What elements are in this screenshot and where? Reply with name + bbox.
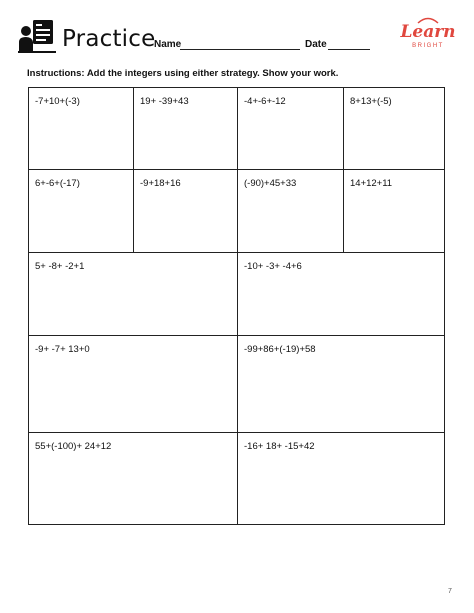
problem-cell[interactable] bbox=[238, 253, 444, 336]
problem-expression: 55+(-100)+ 24+12 bbox=[35, 441, 112, 452]
logo-subtitle: BRIGHT bbox=[412, 43, 444, 49]
problem-cell[interactable] bbox=[29, 336, 238, 433]
problem-grid bbox=[28, 87, 445, 525]
problem-cell[interactable] bbox=[238, 88, 344, 170]
problem-cell[interactable] bbox=[29, 433, 238, 524]
learn-bright-logo bbox=[400, 22, 456, 56]
problem-expression: 8+13+(-5) bbox=[350, 96, 392, 107]
problem-cell[interactable] bbox=[344, 170, 444, 253]
instructions: Instructions: Add the integers using either strategy. Show your work. bbox=[27, 68, 339, 79]
logo-word: Learn bbox=[400, 22, 456, 42]
problem-expression: 5+ -8+ -2+1 bbox=[35, 261, 85, 272]
problem-cell[interactable] bbox=[29, 253, 238, 336]
date-field[interactable] bbox=[328, 49, 370, 50]
problem-cell[interactable] bbox=[238, 433, 444, 524]
problem-expression: -16+ 18+ -15+42 bbox=[244, 441, 315, 452]
problem-expression: 6+-6+(-17) bbox=[35, 178, 80, 189]
name-field[interactable] bbox=[180, 49, 300, 50]
page-number: 7 bbox=[448, 588, 452, 595]
problem-expression: 19+ -39+43 bbox=[140, 96, 189, 107]
problem-cell[interactable] bbox=[134, 88, 238, 170]
page-title: Practice bbox=[62, 26, 156, 52]
problem-expression: -99+86+(-19)+58 bbox=[244, 344, 316, 355]
problem-expression: -9+18+16 bbox=[140, 178, 181, 189]
problem-expression: -7+10+(-3) bbox=[35, 96, 80, 107]
worksheet-person-icon bbox=[18, 18, 58, 54]
problem-cell[interactable] bbox=[238, 170, 344, 253]
date-label: Date bbox=[305, 39, 327, 50]
problem-expression: -4+-6+-12 bbox=[244, 96, 286, 107]
problem-expression: (-90)+45+33 bbox=[244, 178, 297, 189]
problem-expression: -9+ -7+ 13+0 bbox=[35, 344, 90, 355]
problem-cell[interactable] bbox=[344, 88, 444, 170]
problem-expression: -10+ -3+ -4+6 bbox=[244, 261, 302, 272]
problem-cell[interactable] bbox=[134, 170, 238, 253]
problem-cell[interactable] bbox=[29, 170, 134, 253]
problem-cell[interactable] bbox=[29, 88, 134, 170]
problem-cell[interactable] bbox=[238, 336, 444, 433]
name-label: Name bbox=[154, 39, 182, 50]
problem-expression: 14+12+11 bbox=[350, 178, 393, 189]
